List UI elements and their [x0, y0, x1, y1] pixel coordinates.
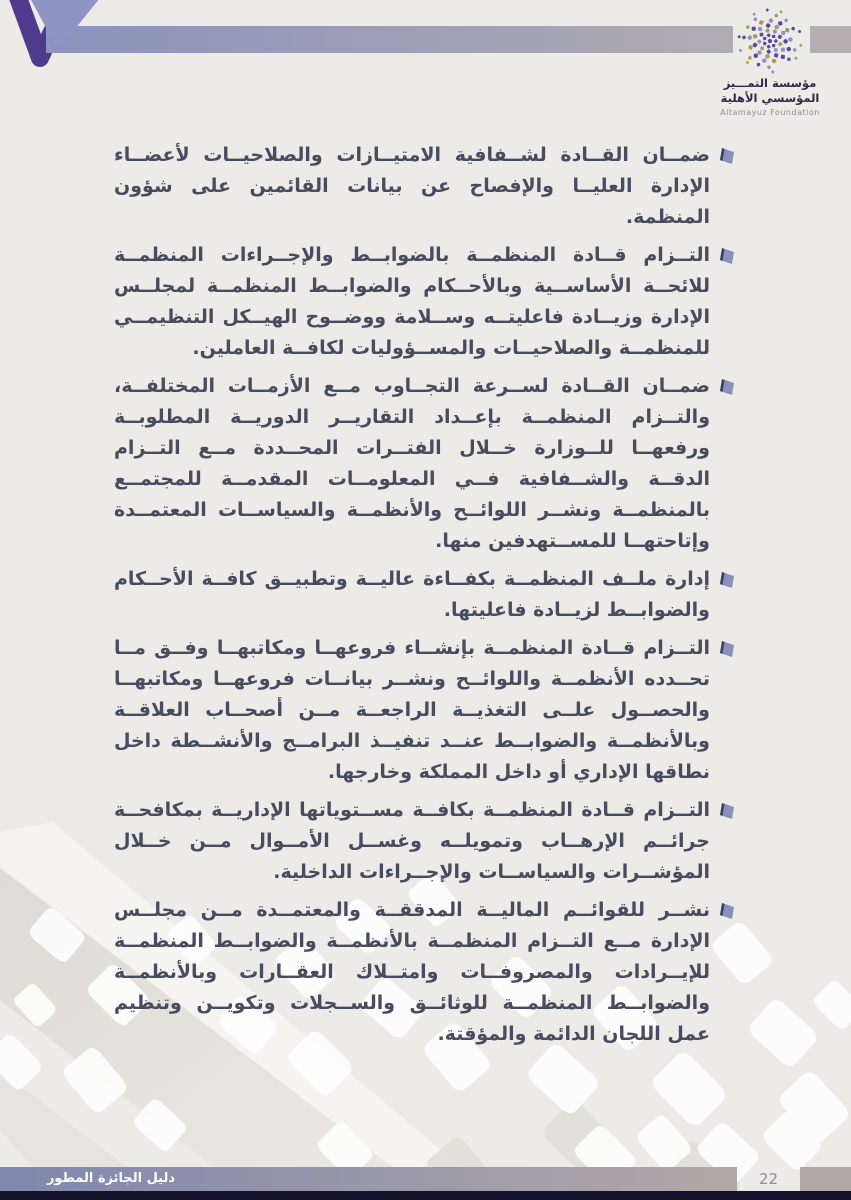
bullet-item: [114, 895, 737, 1050]
bullet-item: [114, 240, 737, 364]
bullet-text: ضمــان القــادة لســرعة التجــاوب مــع الأزمــات المختلفــة، والتــزام المنظمــة بإعــداد التقاريــر الدوريــة المطلوبــة ورفعهــا للــوزارة خــلال الفتــرات المحــددة مــع التــزام الدقــة والشــفافية فــي المعلومــات المقدمــة للمجتمــع بالمنظمــة ونشــر اللوائــح والأنظمــة والسياســات المعتمــدة وإتاحتهــا للمســتهدفين منها.: [114, 375, 710, 552]
logo-mandala-icon: [735, 6, 805, 76]
bullet-text: نشــر للقوائــم الماليــة المدققــة والمعتمــدة مــن مجلــس الإدارة مــع التــزام المنظمــة بالأنظمــة والضوابــط المنظمــة للإيــرادات والمصروفــات وامتــلاك العقــارات وبالأنظمــة والضوابــط المنظمــة للوثائــق والســجلات وتكويــن وتنظيم عمل اللجان الدائمة والمؤقتة.: [114, 899, 710, 1045]
page-number: 22: [758, 1170, 779, 1188]
diamond-bullet-icon: [719, 147, 735, 165]
bullet-text: إدارة ملــف المنظمــة بكفــاءة عاليــة وتطبيــق كافــة الأحــكام والضوابــط لزيــادة فاعليتها.: [114, 568, 710, 621]
bullet-list: [114, 140, 737, 1050]
bullet-text: ضمــان القــادة لشــفافية الامتيــازات والصلاحيــات لأعضــاء الإدارة العليــا والإفصاح عن بيانات القائمين على شؤون المنظمة.: [114, 144, 710, 228]
page-body: [114, 140, 737, 1057]
logo-name-english: Altamayuz Foundation: [720, 108, 820, 117]
footer-bottom-bar: [0, 1191, 851, 1200]
diamond-bullet-icon: [719, 640, 735, 658]
bullet-item: [114, 795, 737, 888]
bullet-text: التــزام قــادة المنظمــة بالضوابــط والإجــراءات المنظمــة للائحــة الأساســية وبالأحــكام والضوابــط المنظمــة لمجلــس الإدارة وزيــادة فاعليتــه وســلامة ووضــوح الهيــكل التنظيمــي للمنظمــة والصلاحيــات والمســؤوليات لكافــة العاملين.: [114, 244, 710, 359]
bullet-text: التــزام قــادة المنظمــة بكافــة مســتوياتها الإداريــة بمكافحــة جرائــم الإرهــاب وتمويلــه وغســل الأمــوال مــن خــلال المؤشــرات والسياســات والإجــراءات الداخلية.: [114, 799, 710, 883]
diamond-bullet-icon: [719, 378, 735, 396]
bullet-item: [114, 564, 737, 626]
diamond-bullet-icon: [719, 571, 735, 589]
logo-name-arabic-2: المؤسسي الأهلية: [720, 91, 820, 105]
bullet-item: [114, 371, 737, 557]
diamond-bullet-icon: [719, 802, 735, 820]
diamond-bullet-icon: [719, 902, 735, 920]
bullet-item: [114, 633, 737, 788]
logo-name-arabic-1: مؤسسة التمـــيز: [723, 76, 817, 90]
altamayuz-logo: [703, 6, 837, 117]
diamond-bullet-icon: [719, 247, 735, 265]
bullet-text: التــزام قــادة المنظمــة بإنشــاء فروعهــا ومكاتبهــا وفــق مــا تحــدده الأنظمــة واللوائــح ونشــر بيانــات فروعهــا ومكاتبهــا والحصــول علــى التغذيــة الراجعــة مــن أصحــاب العلاقــة وبالأنظمــة والضوابــط عنــد تنفيــذ البرامــج والأنشــطة داخل نطاقها الإداري أو داخل المملكة وخارجها.: [114, 637, 710, 783]
header-band-left: [46, 26, 733, 53]
footer-doc-title: دليل الجائزة المطور: [46, 1171, 176, 1186]
footer-band-right: [800, 1167, 851, 1191]
bullet-item: [114, 140, 737, 233]
